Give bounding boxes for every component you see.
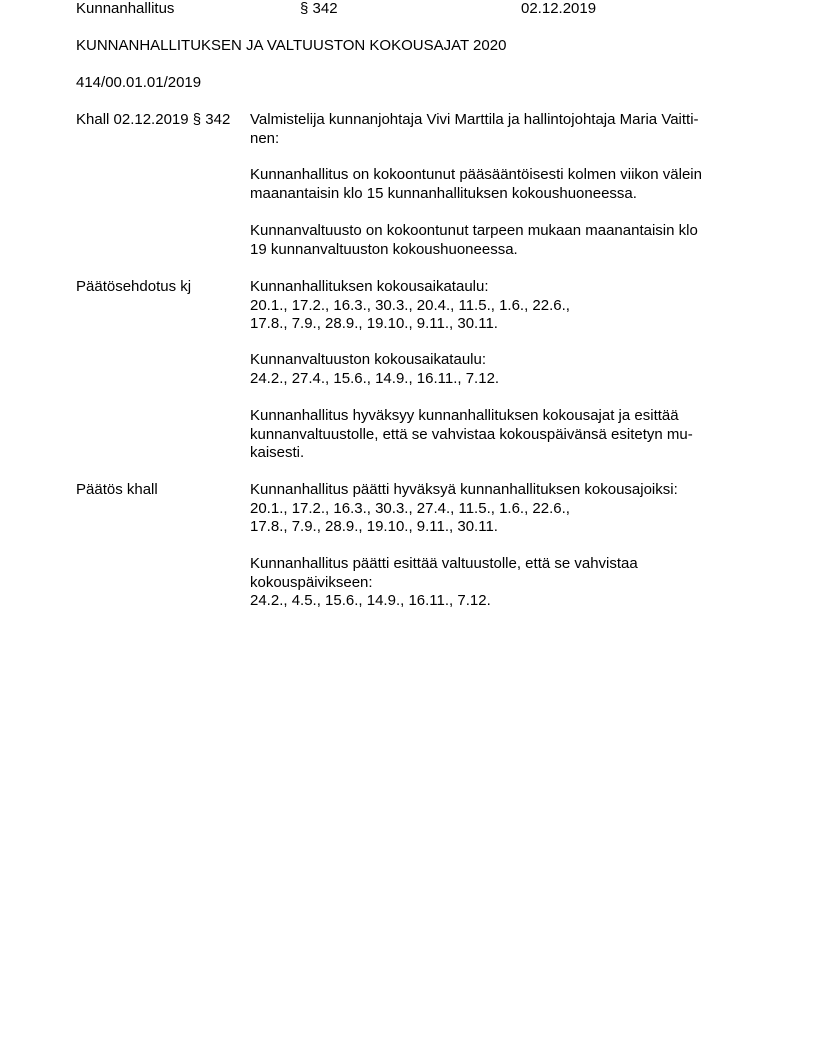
text-line: 24.2., 4.5., 15.6., 14.9., 16.11., 7.12. <box>250 592 491 609</box>
board-decision-paragraph <box>250 481 678 537</box>
preparer-paragraph <box>250 111 699 148</box>
header-body: Kunnanhallitus <box>76 0 175 17</box>
text-line: 24.2., 27.4., 15.6., 14.9., 16.11., 7.12. <box>250 369 500 387</box>
header-section: § 342 <box>300 0 338 17</box>
text-line: maanantaisin klo 15 kunnanhallituksen kokoushuoneessa. <box>250 184 637 202</box>
decision-label: Päätös khall <box>76 481 158 498</box>
text-line: Kunnanhallitus on kokoontunut pääsääntöisesti kolmen viikon välein <box>250 166 702 183</box>
text-line: kaisesti. <box>250 444 305 461</box>
text-line: kokouspäivikseen: <box>250 573 373 591</box>
text-line: 19 kunnanvaltuuston kokoushuoneessa. <box>250 240 518 258</box>
text-line: 17.8., 7.9., 28.9., 19.10., 9.11., 30.11. <box>250 518 498 535</box>
text-line: Valmistelija kunnanjohtaja Vivi Marttila ja hallintojohtaja Maria Vaitti- <box>250 111 699 128</box>
document-title: KUNNANHALLITUKSEN JA VALTUUSTON KOKOUSAJAT 2020 <box>76 37 507 54</box>
khall-label: Khall 02.12.2019 § 342 <box>76 111 231 128</box>
header-date: 02.12.2019 <box>521 0 597 17</box>
text-line: Kunnanhallitus päätti hyväksyä kunnanhallituksen kokousajoiksi: <box>250 481 678 498</box>
text-line: 17.8., 7.9., 28.9., 19.10., 9.11., 30.11. <box>250 315 498 332</box>
board-meeting-paragraph <box>250 166 702 203</box>
council-decision-paragraph <box>250 555 638 611</box>
text-line: Kunnanhallitus hyväksyy kunnanhallituksen kokousajat ja esittää <box>250 407 679 424</box>
text-line: Kunnanhallitus päätti esittää valtuustolle, että se vahvistaa <box>250 555 638 572</box>
proposal-statement-paragraph <box>250 407 693 463</box>
text-line: 20.1., 17.2., 16.3., 30.3., 20.4., 11.5., 1.6., 22.6., <box>250 296 570 314</box>
text-line: 20.1., 17.2., 16.3., 30.3., 27.4., 11.5., 1.6., 22.6., <box>250 499 570 517</box>
text-line: nen: <box>250 129 280 147</box>
proposal-label: Päätösehdotus kj <box>76 278 192 295</box>
text-line: kunnanvaltuustolle, että se vahvistaa kokouspäivänsä esitetyn mu- <box>250 425 693 443</box>
text-line: Kunnanvaltuusto on kokoontunut tarpeen mukaan maanantaisin klo <box>250 222 698 239</box>
council-schedule-paragraph <box>250 351 499 388</box>
text-line: Kunnanhallituksen kokousaikataulu: <box>250 278 489 295</box>
text-line: Kunnanvaltuuston kokousaikataulu: <box>250 351 487 368</box>
board-schedule-paragraph <box>250 278 570 334</box>
record-number: 414/00.01.01/2019 <box>76 74 202 91</box>
council-meeting-paragraph <box>250 222 698 259</box>
